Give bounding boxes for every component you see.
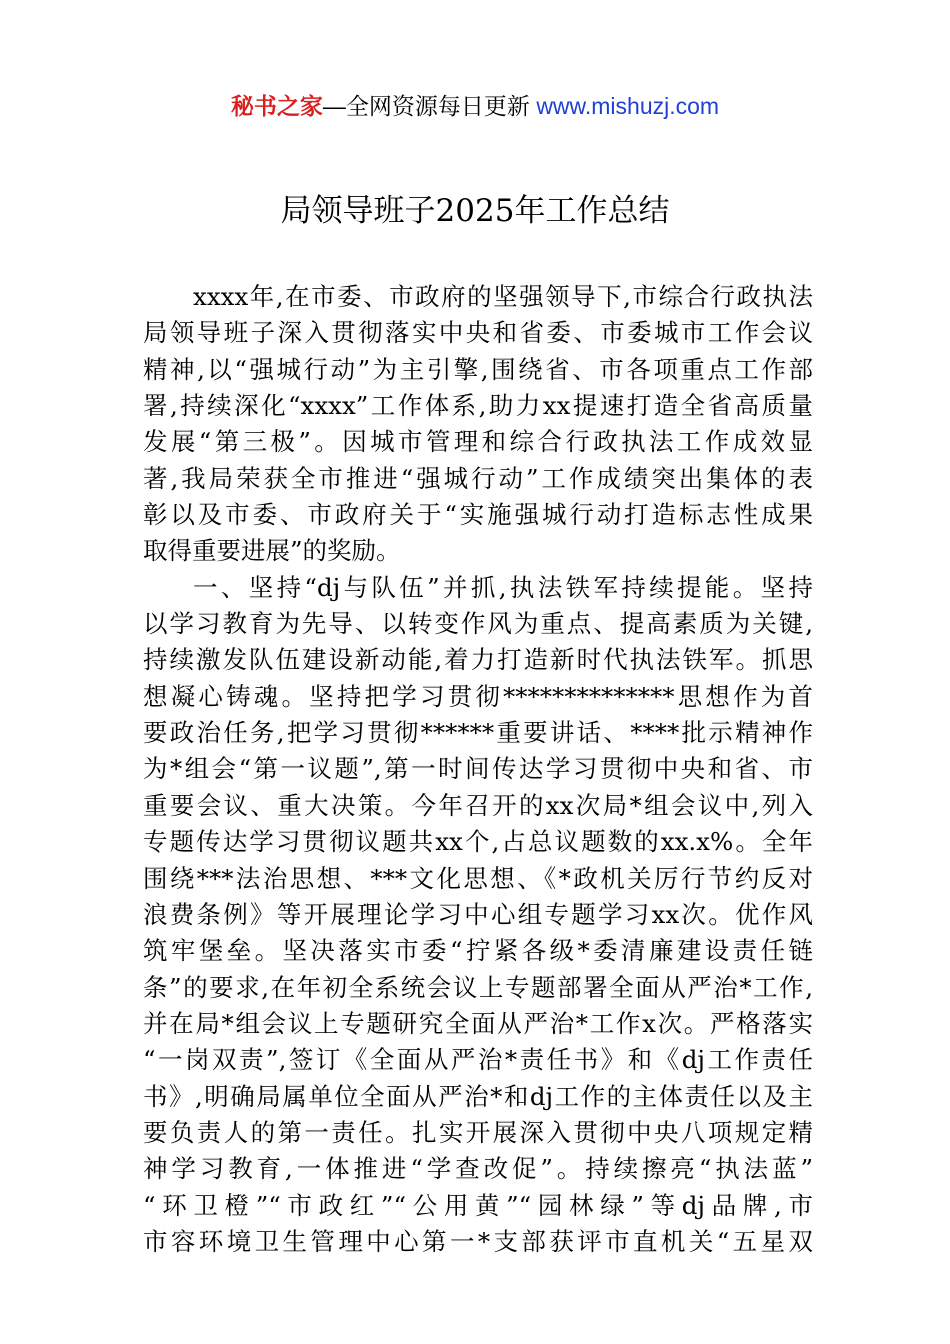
body-line: 著,我局荣获全市推进“强城行动”工作成绩突出集体的表	[143, 463, 813, 493]
body-line: 围绕***法治思想、***文化思想、《*政机关厉行节约反对	[143, 863, 813, 893]
body-line: 彰以及市委、市政府关于“实施强城行动打造标志性成果	[143, 500, 813, 530]
body-line: 重要会议、重大决策。今年召开的xx次局*组会议中,列入	[143, 790, 813, 820]
body-line: 持续激发队伍建设新动能,着力打造新时代执法铁军。抓思	[143, 645, 813, 675]
body-line: 神学习教育,一体推进“学查改促”。持续擦亮“执法蓝”	[143, 1154, 813, 1184]
body-line: 署,持续深化“xxxx”工作体系,助力xx提速打造全省高质量	[143, 391, 813, 421]
brand-name: 秘书之家	[230, 93, 323, 119]
site-header	[0, 86, 950, 126]
body-line: 取得重要进展”的奖励。	[143, 536, 401, 566]
body-line: 市容环境卫生管理中心第一*支部获评市直机关“五星双	[143, 1226, 813, 1256]
body-line: “一岗双责”,签订《全面从严治*责任书》和《dj工作责任	[143, 1045, 813, 1075]
body-line: xxxx年,在市委、市政府的坚强领导下,市综合行政执法	[193, 282, 813, 311]
body-line: 以学习教育为先导、以转变作风为重点、提高素质为关键,	[143, 609, 813, 639]
body-line: 精神,以“强城行动”为主引擎,围绕省、市各项重点工作部	[143, 354, 813, 384]
body-line: 要政治任务,把学习贯彻******重要讲话、****批示精神作	[143, 718, 813, 748]
body-line: 书》,明确局属单位全面从严治*和dj工作的主体责任以及主	[143, 1081, 813, 1111]
section-heading-line: 一、坚持“dj与队伍”并抓,执法铁军持续提能。坚持	[193, 572, 813, 602]
body-line: 并在局*组会议上专题研究全面从严治*工作x次。严格落实	[143, 1008, 813, 1038]
body-line: 局领导班子深入贯彻落实中央和省委、市委城市工作会议	[143, 318, 813, 348]
body-line: 发展“第三极”。因城市管理和综合行政执法工作成效显	[143, 427, 813, 457]
body-line: 筑牢堡垒。坚决落实市委“拧紧各级*委清廉建设责任链	[143, 936, 813, 966]
body-line: 要负责人的第一责任。扎实开展深入贯彻中央八项规定精	[143, 1117, 813, 1147]
body-line: 为*组会“第一议题”,第一时间传达学习贯彻中央和省、市	[143, 754, 813, 784]
body-line: 想凝心铸魂。坚持把学习贯彻**************思想作为首	[143, 681, 813, 711]
header-tagline: —全网资源每日更新	[322, 93, 537, 119]
body-line: 浪费条例》等开展理论学习中心组专题学习xx次。优作风	[143, 899, 813, 929]
site-url-link[interactable]: www.mishuzj.com	[536, 93, 720, 119]
document-title: 局领导班子2025年工作总结	[280, 193, 670, 229]
body-line: 专题传达学习贯彻议题共xx个,占总议题数的xx.x%。全年	[143, 827, 813, 857]
body-line: 条”的要求,在年初全系统会议上专题部署全面从严治*工作,	[143, 972, 813, 1002]
document-body	[143, 279, 813, 1260]
body-line: “环卫橙”“市政红”“公用黄”“园林绿”等dj品牌,市	[143, 1190, 813, 1220]
